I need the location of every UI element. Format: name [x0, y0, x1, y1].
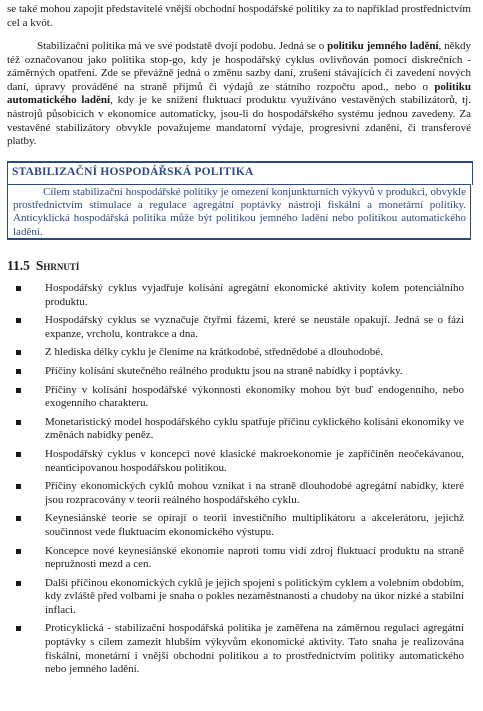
section-heading	[7, 259, 79, 273]
list-item: Monetaristický model hospodářského cyklu spatřuje příčinu cyklického kolísání ekonomiky ve změnách nabídky peněz.	[0, 416, 464, 443]
list-item: Další příčinou ekonomických cyklů je jejich spojení s politickým cyklem a volebním obdobím, kdy zvláště před volbami je snaha o pokles nezaměstnanosti a chudoby na úkor nízké a stabilní inflaci.	[0, 577, 464, 618]
list-item: Hospodářský cyklus vyjadřuje kolísání agregátní ekonomické aktivity kolem potenciálního produktu.	[0, 282, 464, 309]
list-item: Hospodářský cyklus se vyznačuje čtyřmi fázemi, které se neustále opakují. Jedná se o fázi expanze, vrcholu, kontrakce a dna.	[0, 314, 464, 341]
bullet-square-icon	[16, 350, 21, 355]
bullet-square-icon	[16, 420, 21, 425]
section-number: 11.5	[7, 258, 30, 273]
paragraph-intro: se také mohou zapojit představitelé vnější obchodní hospodářské politiky za to například prostřednictvím cel a kvót.	[7, 3, 471, 29]
bullet-square-icon	[16, 549, 21, 554]
bullet-square-icon	[16, 484, 21, 489]
bullet-square-icon	[16, 581, 21, 586]
list-item: Příčiny kolísání skutečného reálného produktu jsou na straně nabídky i poptávky.	[0, 365, 464, 379]
definition-box-title: STABILIZAČNÍ HOSPODÁŘSKÁ POLITIKA	[12, 166, 254, 178]
bold-term-fine-tuning: politiku jemného ladění	[327, 40, 439, 52]
paragraph-stabilization	[7, 40, 471, 149]
list-item: Příčiny ekonomických cyklů mohou vznikat i na straně dlouhodobé agregátní nabídky, které jsou rozpracovány v teorii reálného hospodářského cyklu.	[0, 480, 464, 507]
list-item: Proticyklická - stabilizační hospodářská politika je zaměřena na záměrnou regulaci agregátní poptávky s cílem zamezit hlubším výkyvům ekonomické aktivity. Tato snaha je realizována fiskální, monetární i vnější obchodní politikou a to prostřednictvím politiky automatického nebo jemného ladění.	[0, 622, 464, 676]
bullet-square-icon	[16, 369, 21, 374]
list-item: Hospodářský cyklus v koncepci nové klasické makroekonomie je zapříčiněn neočekávanou, neanticipovanou hospodářskou politikou.	[0, 448, 464, 475]
summary-list	[0, 282, 483, 682]
bullet-square-icon	[16, 626, 21, 631]
bullet-square-icon	[16, 516, 21, 521]
text-run: Stabilizační politika má ve své podstatě dvojí podobu. Jedná se o	[37, 40, 328, 52]
list-item: Keynesiánské teorie se opírají o teorii investičního multiplikátoru a akcelerátoru, jejichž součinnost vede fluktuacím ekonomického výstupu.	[0, 512, 464, 539]
bullet-square-icon	[16, 318, 21, 323]
definition-box-header	[7, 161, 473, 185]
definition-text: Cílem stabilizační hospodářské politiky je omezení konjunkturních výkyvů v produkci, obvykle prostřednictvím stimulace a regulace agregátní poptávky nástroji fiskální a monetární politiky. Anticyklická hospodářská politika může být politikou jemného ladění nebo politikou automatického ladění.	[13, 186, 466, 238]
bullet-square-icon	[16, 388, 21, 393]
bold-term-automatic: politiku automatického ladění	[7, 80, 471, 107]
bullet-square-icon	[16, 452, 21, 457]
list-item: Koncepce nové keynesiánské ekonomie naproti tomu vidí zdroj fluktuací produktu na straně nepružnosti mezd a cen.	[0, 545, 464, 572]
text-run: , kdy je ke snížení fluktuací produktu využíváno vestavěných stabilizátorů, tj. nástrojů působících v ekonomice automaticky, jsou-li do hospodářského systému jednou zavedeny. Za vestavěné stabilizátory obvykle považujeme mandatorní výdaje, progresivní zdanění, či transferové platby.	[7, 94, 471, 148]
list-item: Příčiny v kolísání hospodářské výkonnosti ekonomiky mohou být buď endogenního, nebo exogenního charakteru.	[0, 384, 464, 411]
section-title: Shrnutí	[35, 258, 80, 273]
bullet-square-icon	[16, 286, 21, 291]
definition-box	[7, 184, 471, 240]
list-item: Z hlediska délky cyklu je členíme na krátkodobé, střednědobé a dlouhodobé.	[0, 346, 464, 360]
text-run: , někdy též označovanou jako politika stop-go, kdy je hospodářský cyklus ovlivňován pomocí diskrečních - záměrných opatření. Zde se převážně jedná o změnu sazby daní, zrušení stávajících či zavedení nových daní, úpravy prováděné na straně příjmů či výdajů ze státního rozpočtu apod., nebo o	[7, 40, 471, 93]
